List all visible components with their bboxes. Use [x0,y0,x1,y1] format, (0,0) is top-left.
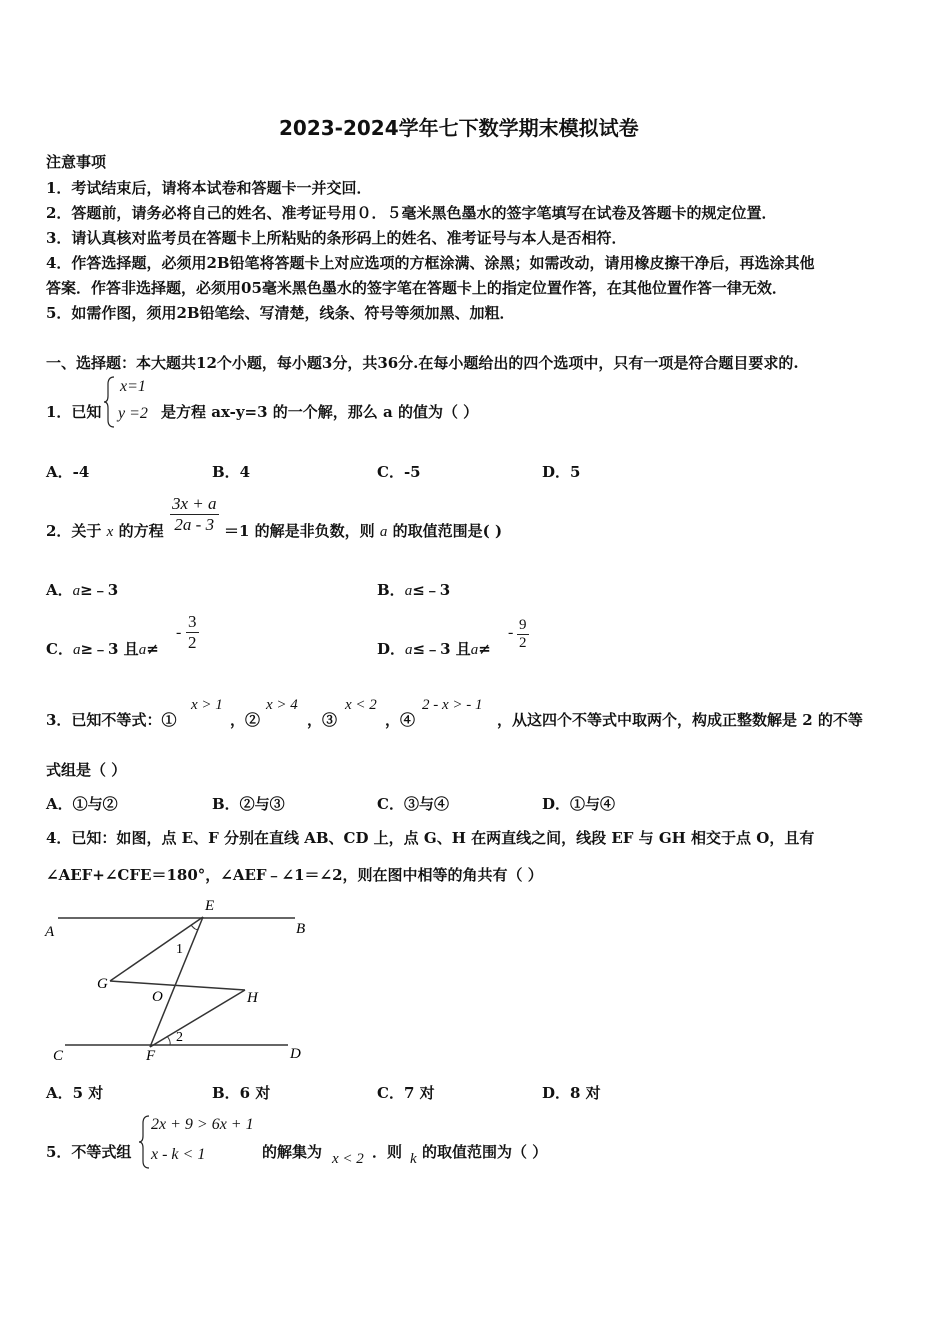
q2-option-c-fraction [186,612,199,653]
q2-option-d [377,638,491,659]
q3-option-c: C．③与④ [377,795,449,813]
q2-option-c-den: 2 [188,633,197,652]
q4-option-d: D．8 对 [542,1084,601,1102]
q5-mid: 的解集为 [262,1143,323,1161]
angle-1-arc [191,925,198,930]
q2-option-b-label: B． [377,581,405,599]
q2-var-x: x [106,524,114,540]
q2-numerator: 3x + a [172,494,217,513]
label-c: C [53,1048,64,1064]
q3-sep-2: ，② [230,711,261,729]
q3-option-a: A．①与② [46,795,118,813]
notice-heading: 注意事项 [46,153,107,171]
section-heading: 一、选择题：本大题共12个小题，每小题3分，共36分.在每小题给出的四个选项中，只有一项是符合题目要求的. [46,354,799,372]
q5-prefix: 5．不等式组 [46,1143,132,1161]
q3-line2: 式组是（ ） [46,761,127,779]
angle-2-arc [167,1036,170,1045]
q2-option-d-var2: a [470,642,479,658]
q2-option-d-fraction [517,617,529,652]
label-e: E [205,898,215,914]
q1-option-a: A．-4 [46,463,90,481]
notice-item: 答案．作答非选择题，必须用05毫米黑色墨水的签字笔在答题卡上的指定位置作答，在其他位置作答一律无效． [46,279,787,297]
q2-text [46,520,164,541]
q3-ineq-2: x > 4 [266,697,298,713]
q2-option-d-neq: ≠ [478,640,491,658]
notice-item: 1．考试结束后，请将本试卷和答题卡一并交回． [46,179,372,197]
q4-line1: 4．已知：如图，点 E、F 分别在直线 AB、CD 上，点 G、H 在两直线之间，线段 EF 与 GH 相交于点 O，且有 [46,829,815,847]
q3-sep-3: ，③ [307,711,338,729]
q3-ineq-4: 2 - x > - 1 [422,697,483,713]
q5-var-k: k [410,1151,417,1167]
notice-item: 5．如需作图，须用2B铅笔绘、写清楚，线条、符号等须加黑、加粗． [46,304,515,322]
notice-item: 4．作答选择题，必须用2B铅笔将答题卡上对应选项的方框涂满、涂黑；如需改动，请用橡皮擦干净后，再选涂其他 [46,254,815,272]
label-d: D [290,1046,301,1062]
q2-option-d-sign: - [508,624,514,641]
q2-option-a-var: a [72,583,81,599]
label-g: G [97,976,108,992]
q2-option-b-var: a [404,583,413,599]
label-b: B [296,921,306,937]
q1-option-c: C．-5 [377,463,421,481]
q1-eq1: x=1 [120,378,146,395]
q2-prefix: 2．关于 [46,522,102,540]
q2-option-d-num: 9 [519,617,527,633]
label-f: F [146,1048,156,1064]
q5-brace [139,1115,151,1169]
label-o: O [152,989,163,1005]
q2-fraction [170,494,219,535]
q2-option-a [46,579,118,600]
label-h: H [247,990,258,1006]
q3-ineq-1: x > 1 [191,697,223,713]
q2-option-d-var: a [405,642,413,658]
q2-option-c-label: C． [46,640,73,658]
q4-geometry-figure [40,895,320,1065]
page-title: 2023-2024学年七下数学期末模拟试卷 [279,116,639,140]
segment-gh [110,981,245,990]
q4-option-c: C．7 对 [377,1084,435,1102]
segment-ef [150,917,203,1047]
q2-option-a-label: A． [46,581,73,599]
q2-option-c-var: a [72,642,81,658]
q3-sep-4: ，④ [385,711,416,729]
q2-option-d-den: 2 [519,635,527,651]
q3-option-b: B．②与③ [212,795,285,813]
q2-mid: 的方程 [118,522,164,540]
q5-suffix: 的取值范围为（ ） [422,1143,548,1161]
q2-option-c-sign: - [176,624,182,641]
label-angle-2: 2 [176,1030,183,1045]
q1-brace [104,376,116,428]
q1-eq2: y =2 [118,405,148,422]
q2-var-a: a [379,524,388,540]
q4-line2: ∠AEF+∠CFE＝180°，∠AEF﹣∠1＝∠2，则在图中相等的角共有（ ） [46,866,543,884]
q3-option-d: D．①与④ [542,795,616,813]
q2-suffix [224,520,502,541]
q2-denominator: 2a - 3 [170,514,219,535]
q2-option-c-neq: ≠ [146,640,159,658]
q2-option-c-var2: a [138,642,147,658]
q2-option-b [377,579,450,600]
q1-option-d: D．5 [542,463,581,481]
segment-hf [150,990,245,1047]
q3-ineq-3: x < 2 [345,697,377,713]
q5-eq1: 2x + 9 > 6x + 1 [151,1116,254,1133]
q2-option-b-text: ≤﹣3 [412,581,451,599]
q2-option-c [46,638,159,659]
q2-suffix2: 的取值范围是( ) [392,522,503,540]
label-a: A [45,924,55,940]
q2-option-d-label: D． [377,640,406,658]
segment-ge [110,917,203,981]
label-angle-1: 1 [176,942,183,957]
q1-prefix: 1．已知 [46,403,102,421]
q4-option-a: A．5 对 [46,1084,104,1102]
q4-option-b: B．6 对 [212,1084,271,1102]
q2-option-c-text: ≥﹣3 且 [80,640,139,658]
q5-eq2: x - k < 1 [151,1146,206,1163]
q5-mid2: ．则 [372,1143,403,1161]
q2-suffix1: ＝1 的解是非负数，则 [224,522,375,540]
q1-suffix: 是方程 ax-y=3 的一个解，那么 a 的值为（ ） [161,403,479,421]
q1-option-b: B．4 [212,463,251,481]
q2-option-a-text: ≥﹣3 [80,581,119,599]
notice-item: 3．请认真核对监考员在答题卡上所粘贴的条形码上的姓名、准考证号与本人是否相符． [46,229,627,247]
q2-option-c-num: 3 [188,612,197,631]
q5-solution: x < 2 [332,1151,364,1167]
q3-prefix: 3．已知不等式：① [46,711,177,729]
q3-suffix: ，从这四个不等式中取两个，构成正整数解是 2 的不等 [497,711,863,729]
notice-item: 2．答题前，请务必将自己的姓名、准考证号用０．５毫米黑色墨水的签字笔填写在试卷及答题卡的规定位置． [46,204,777,222]
q2-option-d-text: ≤﹣3 且 [412,640,471,658]
